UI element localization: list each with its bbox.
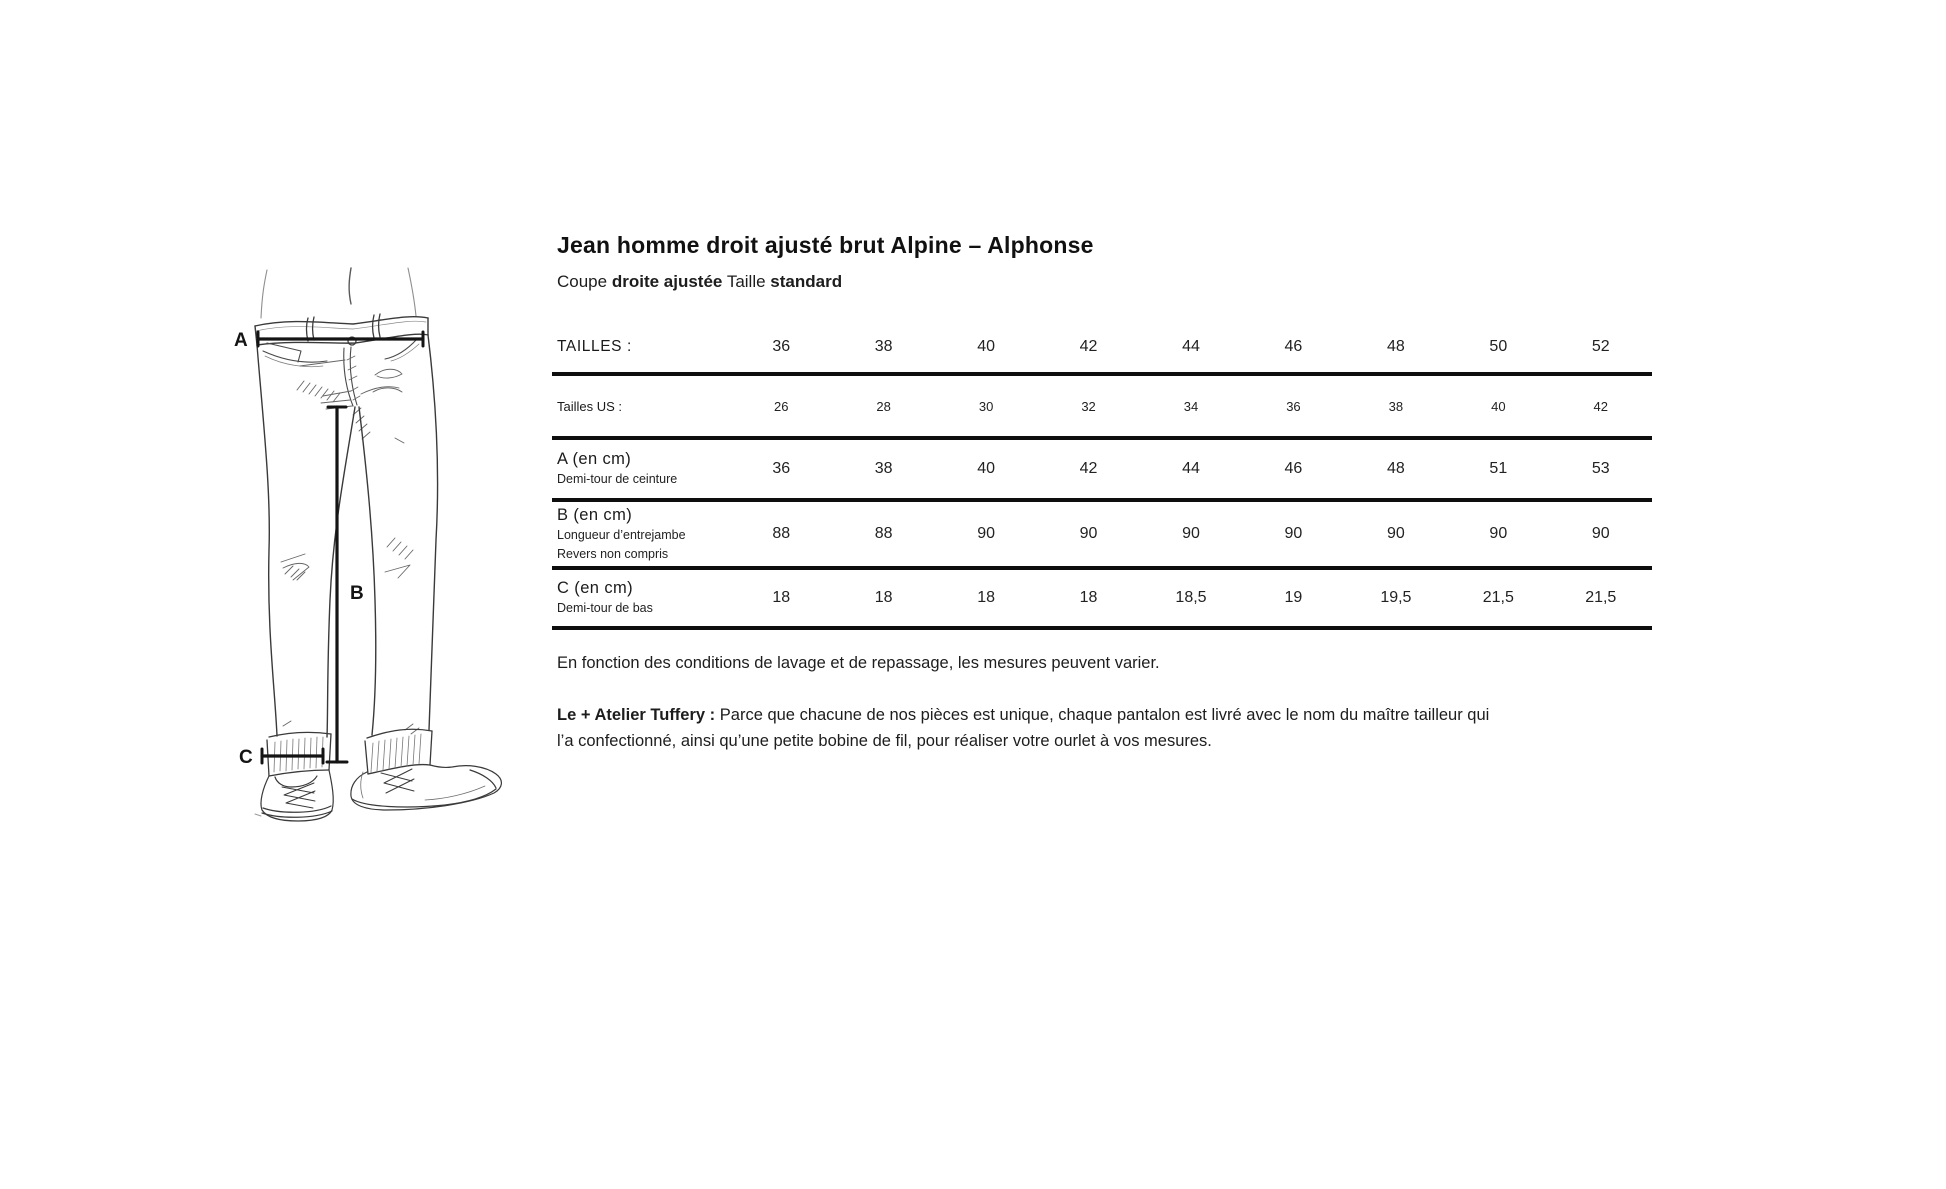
belt-loops-sketch [307,314,381,341]
dim-b-note: Revers non compris [557,546,669,561]
measurement-a [258,332,423,346]
inseam-value-cell: 90 [1284,525,1303,542]
subtitle-size-type: standard [770,272,843,291]
hem-value-cell: 18 [1079,589,1098,606]
size-value-cell: 50 [1489,338,1508,355]
washing-note: En fonction des conditions de lavage et de repassage, les mesures peuvent varier. [557,654,1160,672]
subtitle-fit: droite ajustée [611,272,723,291]
inseam-value-cell: 90 [1591,525,1610,542]
page-title: Jean homme droit ajusté brut Alpine – Alphonse [557,232,1094,258]
hem-value-cell: 19 [1284,589,1303,606]
inseam-value-cell: 88 [772,525,791,542]
dim-c-subtitle: Demi-tour de bas [557,601,653,616]
hem-value-cell: 18 [874,589,893,606]
size-value-cell: 40 [977,338,995,355]
torso-sketch [261,268,416,318]
us-size-cell: 32 [1081,398,1096,414]
us-size-cell: 40 [1491,398,1506,414]
hem-value-cell: 18 [772,589,791,606]
inseam-value-cell: 88 [874,525,893,542]
us-size-cell: 28 [876,398,891,414]
waist-value-cell: 40 [977,460,995,477]
inseam-value-cell: 90 [1386,525,1405,542]
size-value-cell: 42 [1079,338,1098,355]
hem-value-cell: 21,5 [1585,589,1617,606]
dim-c-title: C (en cm) [557,579,634,598]
inseam-value-cell: 90 [1182,525,1200,542]
size-value-cell: 38 [874,338,893,355]
waist-value-cell: 38 [874,460,893,477]
measurement-label-a: A [234,330,248,351]
row-us-label: Tailles US : [557,398,623,414]
table-row-us-sizes [552,376,1652,436]
table-header-label: TAILLES : [557,338,632,355]
cuff-hatch [274,734,421,772]
size-value-cell: 52 [1591,338,1610,355]
fly-sketch [344,347,360,406]
waist-value-cell: 46 [1284,460,1303,477]
measurement-label-b: B [350,583,364,604]
waistband-sketch [255,317,428,345]
inseam-value-cell: 90 [977,525,995,542]
right-shoe-sketch [351,765,502,810]
legs-sketch [257,335,438,737]
row-inseam-label [552,506,730,563]
us-size-cell: 42 [1593,398,1608,414]
ground-mark [255,814,261,816]
size-value-cell: 46 [1284,338,1303,355]
atelier-highlight-label: Le + Atelier Tuffery : [557,706,716,724]
waist-value-cell: 44 [1182,460,1200,477]
dim-a-subtitle: Demi-tour de ceinture [557,472,678,487]
us-size-cell: 26 [773,398,789,414]
waist-value-cell: 48 [1386,460,1405,477]
us-size-cell: 34 [1183,398,1199,414]
row-hem-label [552,579,730,617]
waist-value-cell: 36 [772,460,791,477]
measurement-label-c: C [239,747,253,768]
us-size-cell: 36 [1286,398,1301,414]
us-size-cell: 30 [978,398,994,414]
atelier-highlight-text: Parce que chacune de nos pièces est unique, chaque pantalon est livré avec le nom du maître tailleur qui l’a confectionné, ainsi qu’une petite bobine de fil, pour réaliser votre ourlet à vos mesures. [557,706,1490,750]
subtitle-mid: Taille [726,272,766,291]
dim-b-subtitle: Longueur d’entrejambe [557,527,686,542]
size-table [552,322,1652,630]
measurement-b [327,407,347,762]
inseam-value-cell: 90 [1489,525,1508,542]
dim-a-title: A (en cm) [557,450,632,469]
product-subtitle [557,272,842,292]
waist-value-cell: 53 [1591,460,1610,477]
hem-value-cell: 19,5 [1380,589,1412,606]
size-value-cell: 48 [1386,338,1405,355]
waist-value-cell: 51 [1489,460,1508,477]
dim-b-title: B (en cm) [557,505,633,524]
inseam-value-cell: 90 [1079,525,1098,542]
hem-value-cell: 18 [977,589,995,606]
waist-value-cell: 42 [1079,460,1098,477]
jeans-measurement-diagram [205,210,535,825]
table-divider [552,626,1652,630]
table-row-inseam [552,502,1652,566]
hem-value-cell: 18,5 [1175,589,1207,606]
size-value-cell: 36 [772,338,791,355]
left-shoe-sketch [261,770,333,821]
table-row-hem [552,570,1652,626]
table-row-waist [552,440,1652,498]
us-size-cell: 38 [1388,398,1404,414]
table-header-row [552,322,1652,372]
row-waist-label [552,450,730,488]
subtitle-pre: Coupe [557,272,608,291]
size-value-cell: 44 [1182,338,1200,355]
knee-texture [281,538,419,734]
hem-value-cell: 21,5 [1482,589,1514,606]
atelier-highlight [557,702,1509,754]
